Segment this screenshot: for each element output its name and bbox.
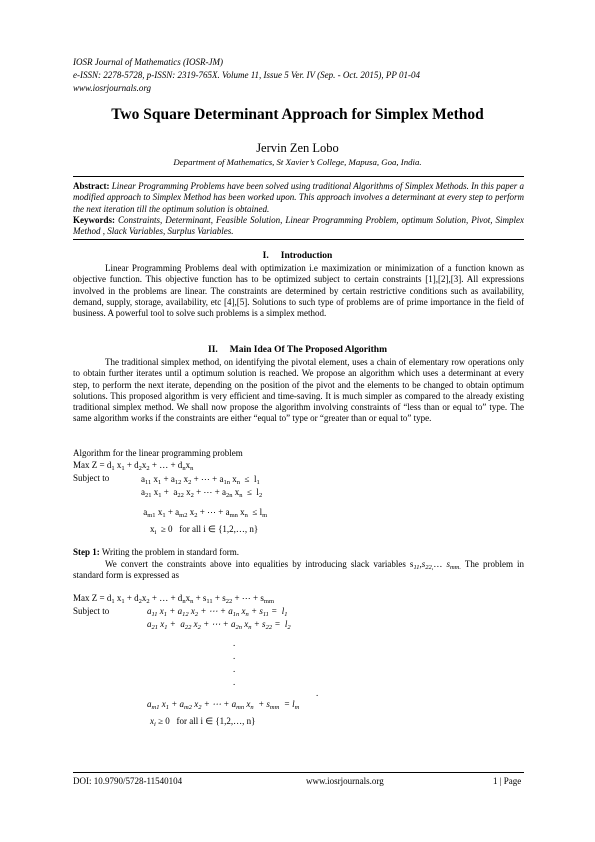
footer-doi: DOI: 10.9790/5728-11540104 <box>73 776 183 786</box>
journal-name: IOSR Journal of Mathematics (IOSR-JM) <box>73 57 223 67</box>
standard-constraint-1: $a_{11}$ $x_1 + a_{12}$ $x_2$ + ⋯ + $a_{1n}$ $x_n + s_{11} = l_1$ <box>147 606 288 618</box>
keywords-label: Keywords: <box>73 215 115 225</box>
ellipsis-dot: . <box>233 664 236 674</box>
keywords-text: Constraints, Determinant, Feasible Solution, Linear Programming Problem, optimum Solution, Pivot, Simplex Method , Slack Variables, Surplus Variables. <box>73 215 524 237</box>
nonnegativity-2: $x_i \ge 0$ for all i ∈ {1,2,…, n} <box>150 716 256 728</box>
section-heading-main-idea <box>0 345 595 355</box>
standard-constraint-2: $a_{21}$ $x_1 + a_{22}$ $x_2$ + ⋯ + $a_{2n}$ $x_n + s_{22} = l_2$ <box>147 619 291 631</box>
journal-issn: e-ISSN: 2278-5728, p-ISSN: 2319-765X. Volume 11, Issue 5 Ver. IV (Sep. - Oct. 2015), PP 01-04 <box>73 70 420 80</box>
constraint-m: $a_{m1}$ $x_1 + a_{m2}$ $x_2$ + ⋯ + $a_{mn}$ $x_n \le l_m$ <box>141 507 268 519</box>
section-title: Introduction <box>280 251 333 261</box>
footer-website[interactable]: www.iosrjournals.org <box>306 776 384 786</box>
ellipsis-dot: . <box>233 638 236 648</box>
divider-top <box>73 176 524 177</box>
section-title: Main Idea Of The Proposed Algorithm <box>229 345 387 355</box>
ellipsis-dot: . <box>233 677 236 687</box>
author-name: Jervin Zen Lobo <box>256 141 339 155</box>
section-number: II. <box>208 345 218 355</box>
constraint-2: $a_{21}$ $x_1 + a_{22}$ $x_2$ + ⋯ + $a_{2n}$ $x_n \le l_2$ <box>141 487 263 499</box>
footer-rule <box>73 772 524 773</box>
subject-to-label: Subject to <box>73 473 110 483</box>
subject-to-label-2: Subject to <box>73 606 110 616</box>
step1-heading: Step 1: Writing the problem in standard form. <box>73 547 239 557</box>
abstract <box>73 181 524 215</box>
main-idea-paragraph: The traditional simplex method, on identifying the pivotal element, uses a chain of elementary row operations only to obtain further iterates until a optimum solution is reached. We propose an algorithm which uses a determinant at every step, to perform the next iterate, depending on the position of the pivot and the elements to be changed to obtain optimum solutions. This proposed algorithm is very efficient and time-saving. It is much simpler as compared to the already existing traditional simplex method. We shall now propose the algorithm involving constraints of “less than or equal to” type. The same algorithm works if the constraints are either “equal to” type or “greater than or equal to” type. <box>73 357 524 424</box>
standard-objective: Max $Z = d_1$ $x_1 + d_2x_2$ + … + $d_nx_n + s_{11} + s_{22}$ + ⋯ + $s_{mm}$ <box>73 593 275 605</box>
journal-website[interactable]: www.iosrjournals.org <box>73 83 152 93</box>
objective-function: Max $Z = d_1$ $x_1 + d_2x_2$ + … + $d_nx_n$ <box>73 460 194 472</box>
section-heading-introduction <box>0 251 595 261</box>
paper-title: Two Square Determinant Approach for Simplex Method <box>111 106 484 123</box>
standard-constraint-m: $a_{m1}$ $x_1 + a_{m2}$ $x_2$ + ⋯ + $a_{mn}$ $x_n + s_{mm} = l_m$ <box>147 699 300 711</box>
abstract-text: Linear Programming Problems have been solved using traditional Algorithms of Simplex Methods. In this paper a modified approach to Simplex Method has been worked upon. This approach involves a determinant at every step to perform the next iteration till the optimum solution is obtained. <box>73 181 524 214</box>
footer-page-number: 1 | Page <box>493 776 522 786</box>
constraint-1: $a_{11}$ $x_1 + a_{12}$ $x_2$ + ⋯ + $a_{1n}$ $x_n \le l_1$ <box>141 474 260 486</box>
keywords <box>73 215 524 238</box>
introduction-paragraph: Linear Programming Problems deal with optimization i.e maximization or minimization of a function known as objective function. This objective function has to be optimized subject to certain constraints [1],[2],[3]. All expressions involved in the problems are linear. The constraints are determined by certain restrictive conditions such as availability, demand, supply, storage, availability, etc [4],[5]. Solutions to such type of problems are of prime importance in the field of business. A powerful tool to solve such problems is a simplex method. <box>73 263 524 319</box>
nonnegativity-1: $x_i \ge 0$ for all i ∈ {1,2,…, n} <box>150 524 259 536</box>
author-affiliation: Department of Mathematics, St Xavier’s College, Mapusa, Goa, India. <box>173 157 422 167</box>
step1-paragraph: We convert the constraints above into equalities by introducing slack variables $s_{11},s_{22,}\dots$ $s_{mm.}$ The problem in standard form is expressed as <box>73 559 525 581</box>
ellipsis-dot: . <box>316 688 319 698</box>
algorithm-intro: Algorithm for the linear programming problem <box>73 448 243 458</box>
divider-bottom <box>73 239 524 240</box>
abstract-label: Abstract: <box>73 181 110 191</box>
ellipsis-dot: . <box>233 651 236 661</box>
section-number: I. <box>262 251 269 261</box>
